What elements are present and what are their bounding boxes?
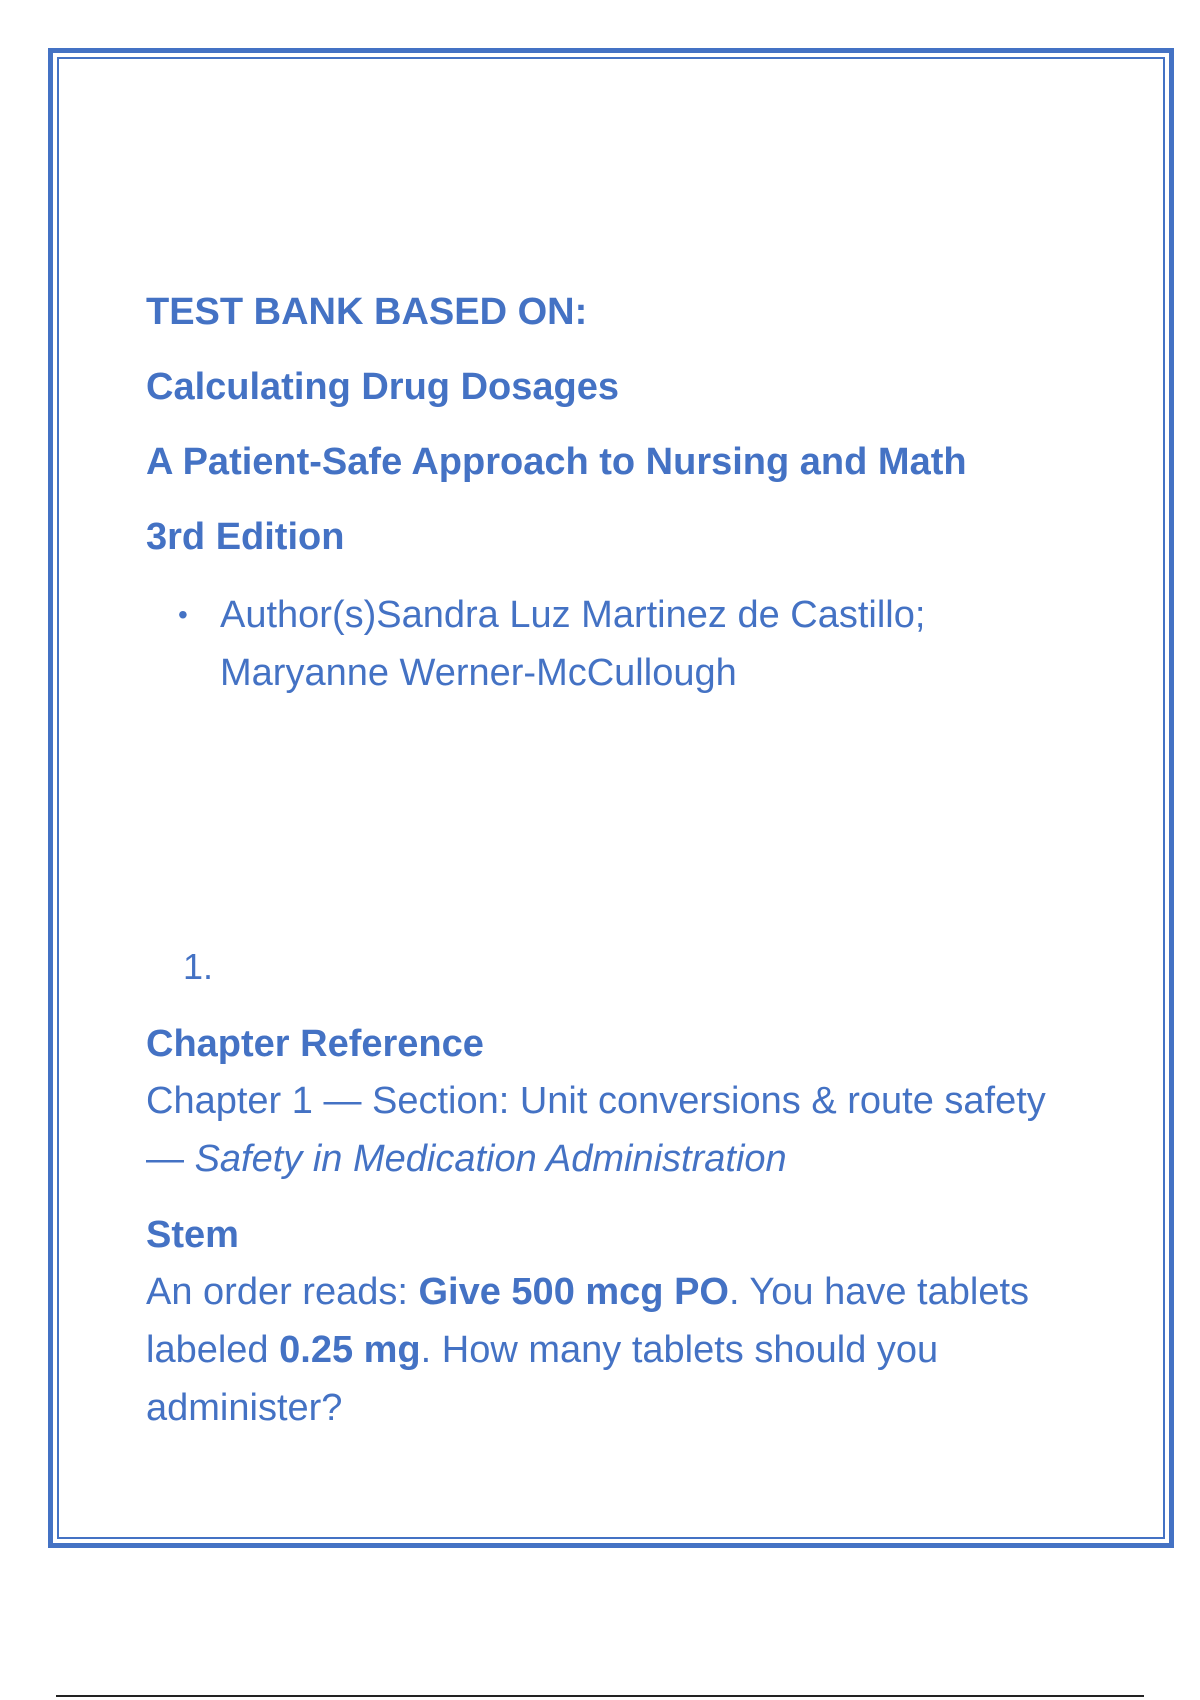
author-list-item (178, 586, 1018, 702)
chapter-reference-prefix: Chapter 1 — Section: Unit conversions & route safety — (146, 1080, 1046, 1180)
bullet-icon: • (178, 599, 188, 630)
book-title: Calculating Drug Dosages (146, 366, 619, 408)
chapter-reference-topic: Safety in Medication Administration (194, 1138, 787, 1180)
stem-tablet-strength: 0.25 mg (279, 1329, 421, 1371)
bottom-divider (56, 1695, 1144, 1697)
stem-part-3: . How many tablets should you administer? (146, 1329, 939, 1429)
author-text: Author(s)Sandra Luz Martinez de Castillo; Maryanne Werner-McCullough (220, 594, 926, 694)
book-subtitle: A Patient-Safe Approach to Nursing and Math (146, 441, 967, 483)
stem-order: Give 500 mcg PO (418, 1271, 729, 1313)
chapter-reference-label: Chapter Reference (146, 1023, 484, 1065)
test-bank-heading: TEST BANK BASED ON: (146, 291, 588, 333)
chapter-reference-text (146, 1072, 1076, 1188)
stem-part-2: . You have tablets labeled (146, 1271, 1030, 1371)
edition: 3rd Edition (146, 516, 345, 558)
stem-text (146, 1263, 1076, 1437)
stem-label: Stem (146, 1214, 239, 1256)
question-number: 1. (183, 946, 214, 987)
stem-part-1: An order reads: (146, 1271, 419, 1313)
